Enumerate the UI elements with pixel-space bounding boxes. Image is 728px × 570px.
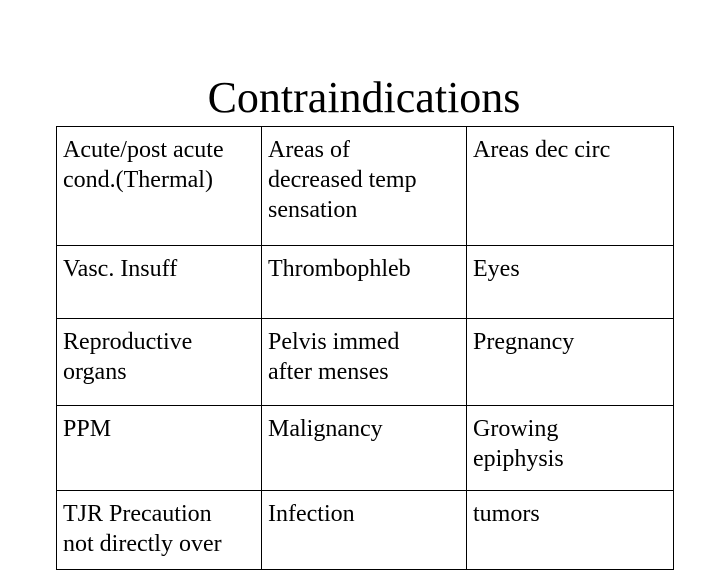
- table-cell: [262, 127, 467, 246]
- table-cell: [57, 246, 262, 319]
- table-cell: [262, 406, 467, 491]
- contraindications-table: [56, 126, 674, 570]
- cell-text: TJR Precaution not directly over: [63, 501, 222, 557]
- table-cell: [57, 319, 262, 406]
- cell-text: Thrombophleb: [268, 256, 411, 282]
- cell-text: PPM: [63, 416, 112, 442]
- table-row: [57, 406, 674, 491]
- table-cell: [57, 127, 262, 246]
- table-row: [57, 491, 674, 570]
- table-cell: [57, 491, 262, 570]
- cell-text: Malignancy: [268, 416, 383, 442]
- table-cell: [467, 406, 674, 491]
- table-row: [57, 319, 674, 406]
- cell-text: Eyes: [473, 256, 520, 282]
- cell-text: Growing epiphysis: [473, 416, 564, 472]
- table-row: [57, 246, 674, 319]
- cell-text: Reproductive organs: [63, 329, 193, 385]
- cell-text: Areas of decreased temp sensation: [268, 137, 417, 223]
- table-cell: [262, 319, 467, 406]
- table-cell: [262, 491, 467, 570]
- cell-text: Areas dec circ: [473, 137, 611, 163]
- table-cell: [467, 319, 674, 406]
- table-cell: [467, 127, 674, 246]
- cell-text: Acute/post acute cond.(Thermal): [63, 137, 224, 193]
- cell-text: Pregnancy: [473, 329, 575, 355]
- cell-text: tumors: [473, 501, 540, 527]
- table-cell: [57, 406, 262, 491]
- table-cell: [467, 246, 674, 319]
- table-row: [57, 127, 674, 246]
- table-cell: [467, 491, 674, 570]
- cell-text: Vasc. Insuff: [63, 256, 178, 282]
- cell-text: Infection: [268, 501, 355, 527]
- table-cell: [262, 246, 467, 319]
- slide-title: Contraindications: [207, 73, 521, 122]
- cell-text: Pelvis immed after menses: [268, 329, 400, 385]
